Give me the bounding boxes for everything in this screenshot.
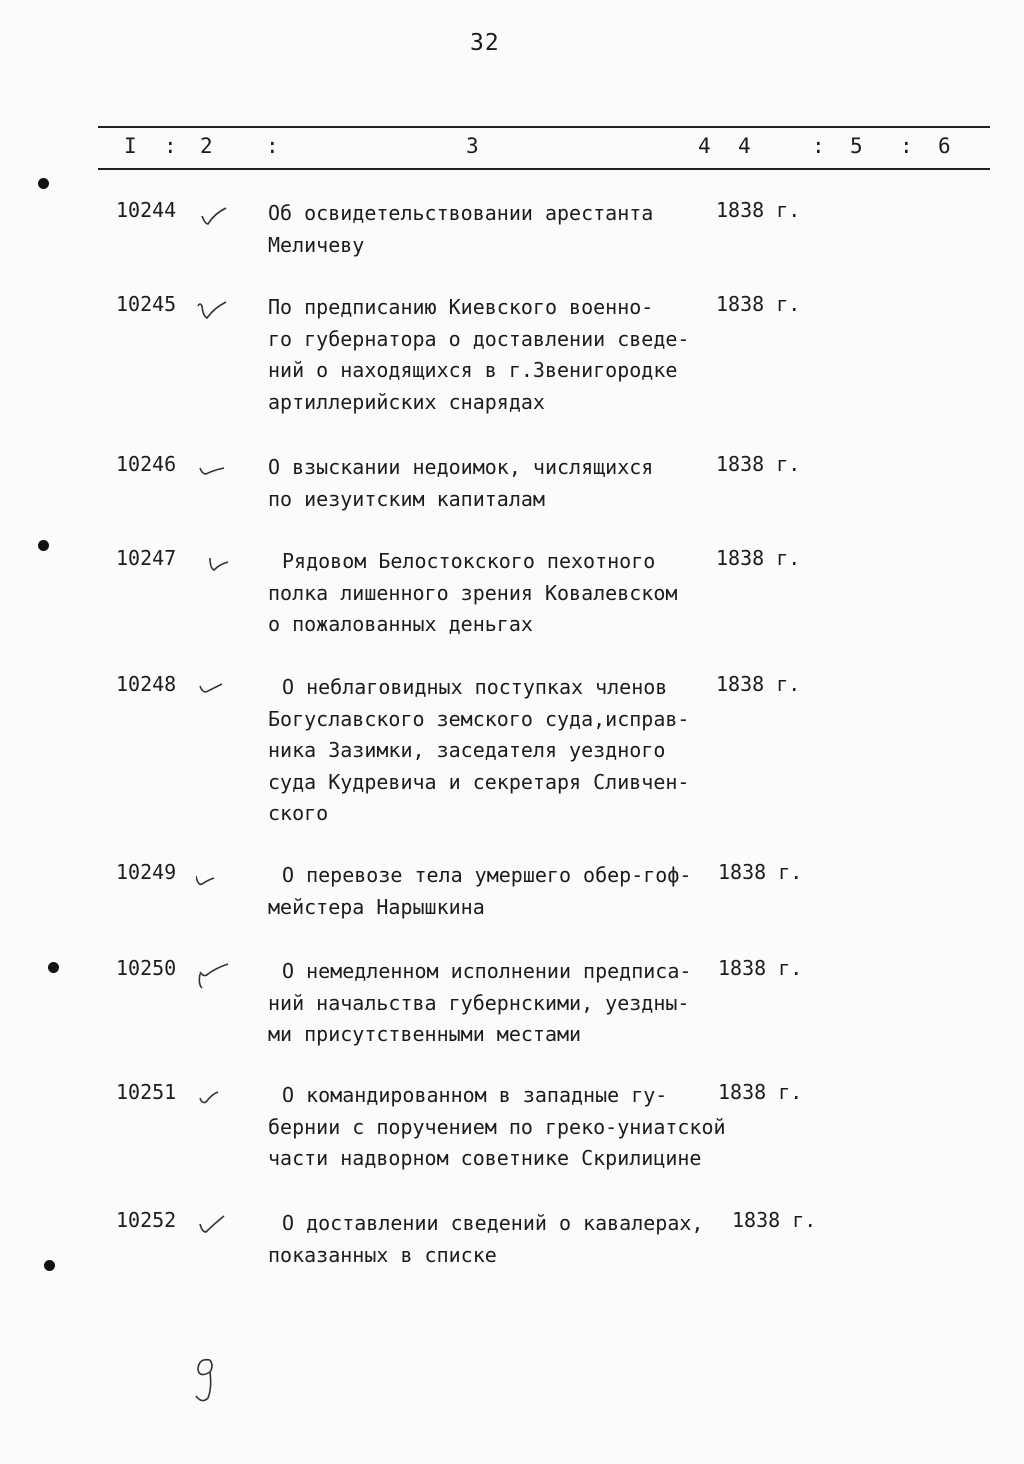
description-line: ского	[268, 801, 329, 825]
file-description	[268, 198, 728, 261]
description-line: По предписанию Киевского военно-	[268, 295, 654, 319]
file-number: 10252	[116, 1208, 177, 1232]
description-line: Рядовом Белостокского пехотного	[282, 549, 656, 573]
handwritten-mark-icon	[188, 1352, 228, 1408]
file-number: 10248	[116, 672, 177, 696]
file-number: 10247	[116, 546, 177, 570]
file-year: 1838 г.	[718, 1080, 803, 1104]
description-line: го губернатора о доставлении сведе-	[268, 326, 690, 351]
punch-hole	[38, 540, 49, 551]
punch-hole	[38, 178, 49, 189]
col-separator: :	[164, 134, 177, 158]
description-line: полка лишенного зрения Ковалевском	[268, 580, 678, 605]
description-line: О немедленном исполнении предписа-	[282, 959, 692, 983]
col-4-label: 4	[738, 134, 751, 158]
file-number: 10245	[116, 292, 177, 316]
col-1-label: I	[124, 134, 137, 158]
file-number: 10246	[116, 452, 177, 476]
checkmark-icon	[196, 1084, 228, 1110]
page-number: 32	[470, 30, 500, 56]
file-description	[268, 1208, 728, 1271]
punch-hole	[48, 962, 59, 973]
col-4-label: 4	[698, 134, 711, 158]
file-number: 10251	[116, 1080, 177, 1104]
file-year: 1838 г.	[716, 452, 801, 476]
description-line: показанных в списке	[268, 1242, 497, 1267]
description-line: мейстера Нарышкина	[268, 894, 485, 919]
description-line: Богуславского земского суда,исправ-	[268, 706, 690, 731]
col-6-label: 6	[938, 134, 951, 158]
file-description	[268, 672, 728, 830]
description-line: ний о находящихся в г.Звенигородке	[268, 358, 678, 382]
col-separator: :	[266, 134, 279, 158]
description-line: О взыскании недоимок, числящихся	[268, 455, 654, 479]
description-line: ний начальства губернскими, уездны-	[268, 990, 690, 1015]
col-2-label: 2	[200, 134, 213, 158]
checkmark-icon	[196, 676, 228, 702]
description-line: ника Зазимки, заседателя уездного	[268, 738, 666, 762]
description-line: О командированном в западные гу-	[282, 1083, 668, 1107]
file-year: 1838 г.	[718, 860, 803, 884]
description-line: О неблаговидных поступках членов	[282, 675, 668, 699]
description-line: О доставлении сведений о кавалерах,	[282, 1211, 704, 1235]
file-description	[268, 546, 742, 641]
file-description	[268, 860, 728, 923]
col-3-label: 3	[466, 134, 479, 158]
checkmark-icon	[196, 550, 228, 576]
checkmark-icon	[196, 202, 228, 228]
description-line: о пожалованных деньгах	[268, 612, 533, 636]
description-line: Меличеву	[268, 232, 365, 257]
description-line: О перевозе тела умершего обер-гоф-	[282, 863, 692, 887]
description-line: ми присутственными местами	[268, 1022, 582, 1046]
col-5-label: 5	[850, 134, 863, 158]
description-line: суда Кудревича и секретаря Сливчен-	[268, 769, 690, 794]
description-line: бернии с поручением по греко-униатской	[268, 1114, 726, 1139]
file-year: 1838 г.	[716, 672, 801, 696]
checkmark-icon	[196, 960, 230, 990]
file-year: 1838 г.	[716, 546, 801, 570]
file-description	[268, 956, 728, 1051]
file-year: 1838 г.	[718, 956, 803, 980]
file-number: 10244	[116, 198, 177, 222]
checkmark-icon	[196, 864, 228, 890]
checkmark-icon	[196, 1212, 228, 1238]
file-description	[268, 1080, 728, 1175]
file-number: 10249	[116, 860, 177, 884]
checkmark-icon	[196, 296, 228, 322]
col-separator: :	[812, 134, 825, 158]
description-line: части надворном советнике Скрилицине	[268, 1146, 702, 1170]
file-description	[268, 292, 728, 418]
file-number: 10250	[116, 956, 177, 980]
checkmark-icon	[196, 456, 228, 482]
description-line: артиллерийских снарядах	[268, 389, 545, 414]
header-rule-bottom	[98, 168, 990, 170]
punch-hole	[44, 1260, 55, 1271]
description-line: по иезуитским капиталам	[268, 486, 545, 511]
col-separator: :	[900, 134, 913, 158]
file-description	[268, 452, 728, 515]
description-line: Об освидетельствовании арестанта	[268, 201, 654, 225]
header-rule-top	[98, 126, 990, 128]
file-year: 1838 г.	[716, 292, 801, 316]
file-year: 1838 г.	[732, 1208, 817, 1232]
file-year: 1838 г.	[716, 198, 801, 222]
